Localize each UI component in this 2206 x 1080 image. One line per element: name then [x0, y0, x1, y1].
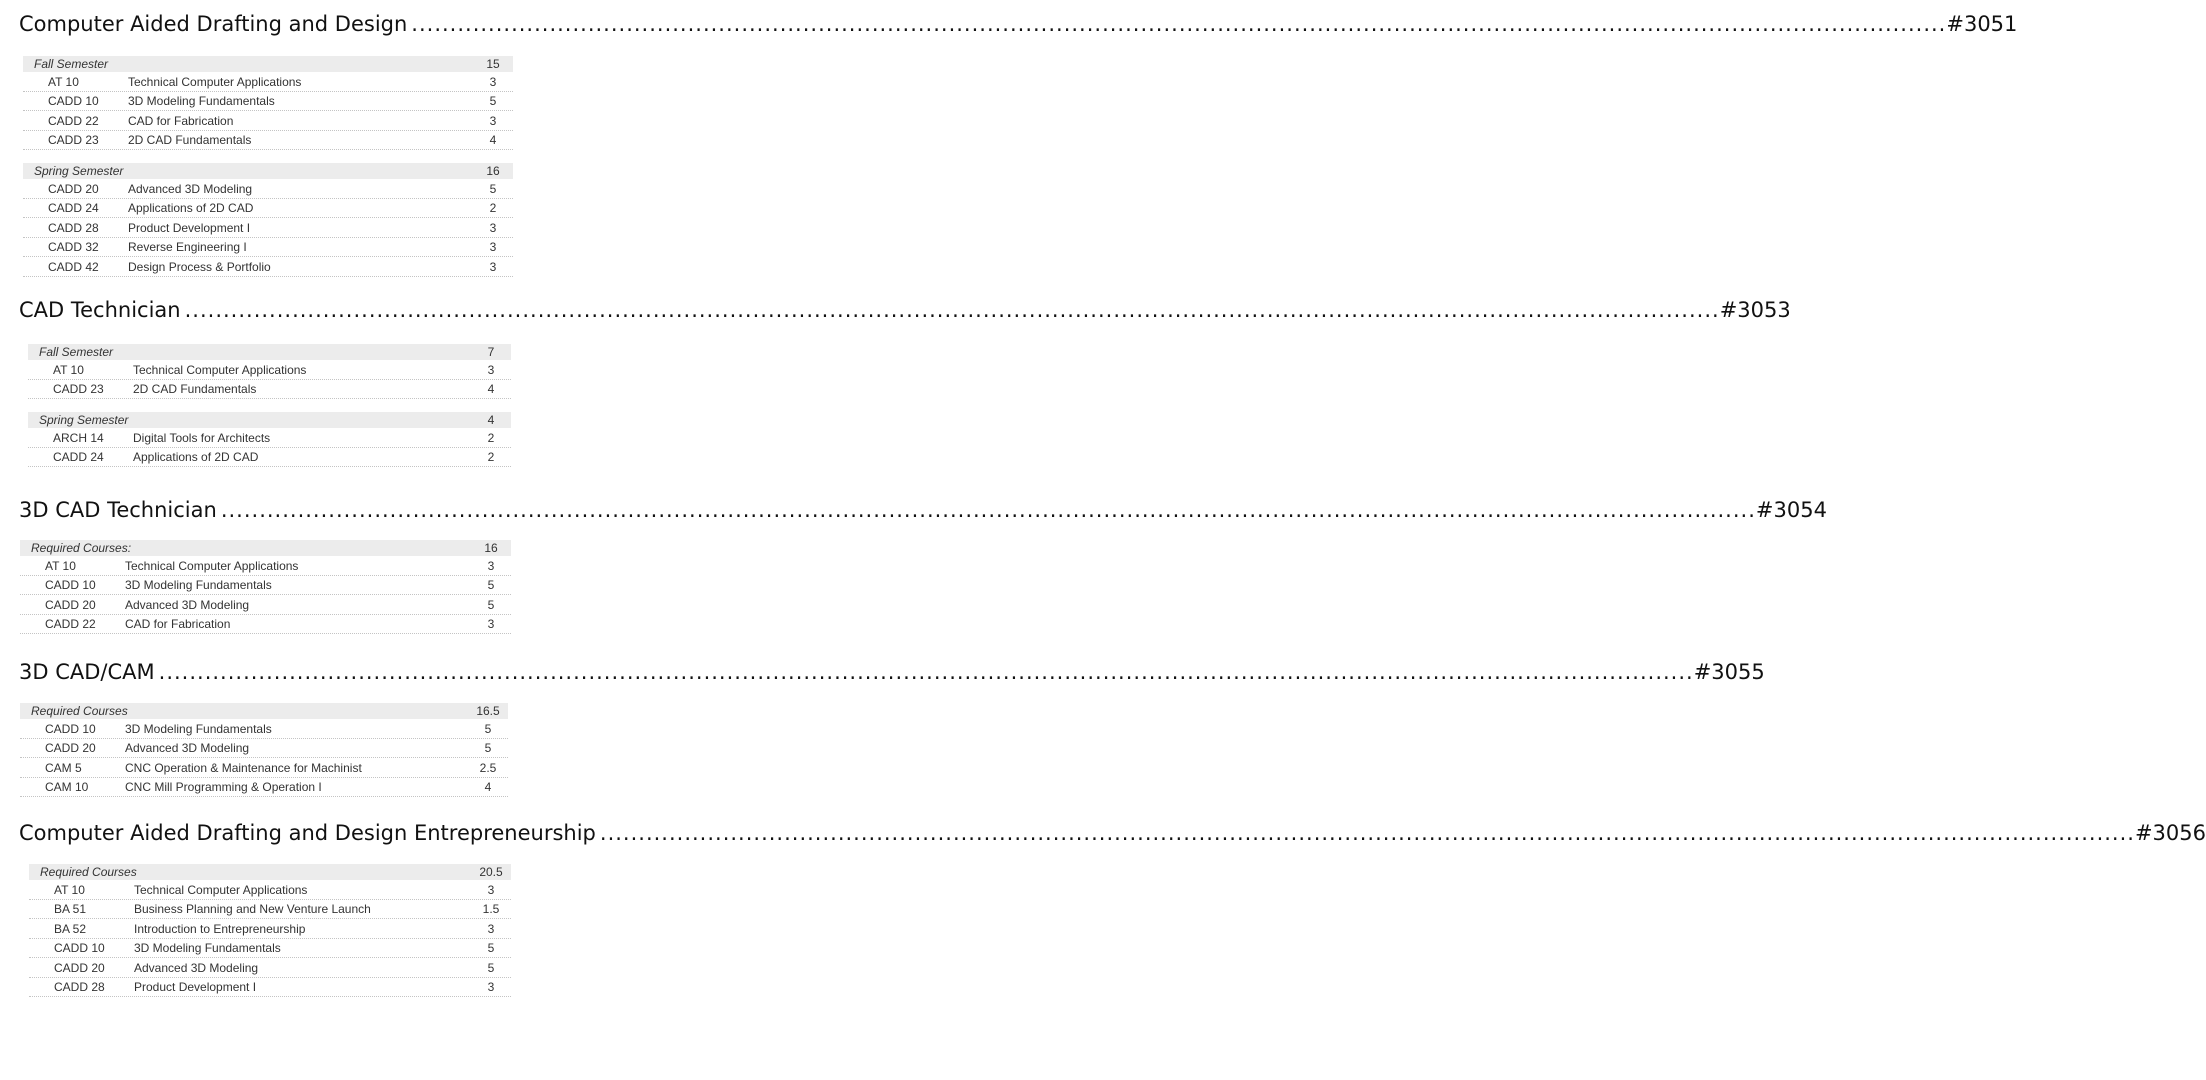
- course-row: [23, 200, 513, 219]
- course-code: CADD 23: [53, 382, 104, 397]
- course-title: Introduction to Entrepreneurship: [134, 921, 306, 936]
- course-row: [23, 239, 513, 258]
- program-name: 3D CAD Technician: [19, 498, 217, 522]
- course-units: 3: [489, 259, 497, 274]
- section-header: [29, 864, 511, 880]
- dot-leader: ........................................................................................................................................................................................................: [599, 821, 2135, 845]
- course-code: CADD 22: [48, 113, 99, 128]
- section-title: Required Courses: [40, 865, 137, 879]
- course-code: CADD 42: [48, 259, 99, 274]
- program-name: 3D CAD/CAM: [19, 660, 155, 684]
- course-table: [20, 703, 508, 797]
- course-code: BA 52: [54, 921, 87, 936]
- section-units: 4: [487, 413, 495, 427]
- program-name: CAD Technician: [19, 298, 181, 322]
- course-row: [29, 959, 511, 978]
- program-heading: [19, 815, 2206, 845]
- course-row: [20, 596, 511, 615]
- course-code: BA 51: [54, 902, 87, 917]
- course-row: [20, 720, 508, 739]
- dot-leader: ........................................................................................................................................................................................................: [411, 12, 1947, 36]
- course-units: 3: [487, 882, 495, 897]
- course-title: Technical Computer Applications: [128, 74, 302, 89]
- course-title: Advanced 3D Modeling: [128, 181, 253, 196]
- course-code: CADD 28: [54, 980, 105, 995]
- course-code: CADD 20: [45, 741, 96, 756]
- course-title: Technical Computer Applications: [125, 558, 299, 573]
- course-units: 5: [487, 597, 495, 612]
- section-title: Required Courses: [31, 704, 128, 718]
- program-number: #3055: [1693, 660, 1765, 684]
- course-row: [29, 881, 511, 900]
- course-title: 3D Modeling Fundamentals: [125, 721, 272, 736]
- dot-leader: ........................................................................................................................................................................................................: [184, 298, 1720, 322]
- course-row: [28, 361, 511, 380]
- course-code: CADD 10: [45, 578, 96, 593]
- course-code: AT 10: [54, 882, 85, 897]
- course-code: CADD 10: [45, 721, 96, 736]
- course-code: AT 10: [48, 74, 79, 89]
- section-header: [20, 703, 508, 719]
- course-row: [20, 557, 511, 576]
- course-row: [20, 779, 508, 798]
- course-code: AT 10: [45, 558, 76, 573]
- course-title: Business Planning and New Venture Launch: [134, 902, 371, 917]
- course-code: CADD 10: [54, 941, 105, 956]
- course-row: [20, 740, 508, 759]
- course-code: CADD 20: [45, 597, 96, 612]
- course-code: CAM 10: [45, 780, 89, 795]
- course-code: CAM 5: [45, 760, 82, 775]
- dot-leader: ........................................................................................................................................................................................................: [220, 498, 1756, 522]
- section-units: 20.5: [479, 865, 503, 879]
- course-units: 3: [489, 220, 497, 235]
- program-heading: [19, 492, 1827, 522]
- section-units: 7: [487, 345, 495, 359]
- section-title: Required Courses:: [31, 541, 132, 555]
- section-title: Fall Semester: [39, 345, 114, 359]
- course-row: [23, 258, 513, 277]
- course-units: 3: [489, 74, 497, 89]
- course-units: 5: [487, 960, 495, 975]
- course-code: CADD 20: [48, 181, 99, 196]
- course-units: 4: [489, 133, 497, 148]
- program-number: #3051: [1946, 12, 2018, 36]
- course-units: 5: [489, 181, 497, 196]
- course-units: 1.5: [482, 902, 500, 917]
- section-units: 16: [486, 164, 500, 178]
- course-units: 2: [489, 201, 497, 216]
- course-title: 2D CAD Fundamentals: [133, 382, 257, 397]
- course-title: Design Process & Portfolio: [128, 259, 271, 274]
- course-code: CADD 28: [48, 220, 99, 235]
- program-number: #3054: [1755, 498, 1827, 522]
- course-table: [29, 864, 511, 997]
- course-units: 3: [487, 921, 495, 936]
- section-title: Fall Semester: [34, 57, 109, 71]
- program-heading: [19, 654, 1765, 684]
- course-code: CADD 22: [45, 617, 96, 632]
- section-header: [20, 540, 511, 556]
- course-units: 2: [487, 450, 495, 465]
- course-row: [23, 180, 513, 199]
- section-header: [23, 163, 513, 179]
- program-name: Computer Aided Drafting and Design Entrepreneurship: [19, 821, 596, 845]
- course-title: Applications of 2D CAD: [128, 201, 254, 216]
- course-units: 4: [487, 382, 495, 397]
- course-title: Advanced 3D Modeling: [125, 741, 250, 756]
- course-row: [23, 93, 513, 112]
- course-title: Product Development I: [128, 220, 251, 235]
- course-row: [28, 429, 511, 448]
- course-table: [20, 540, 511, 634]
- dot-leader: ........................................................................................................................................................................................................: [158, 660, 1694, 684]
- course-table: [28, 344, 511, 467]
- course-code: CADD 24: [53, 450, 104, 465]
- course-units: 3: [487, 362, 495, 377]
- course-row: [28, 449, 511, 468]
- section-header: [28, 344, 511, 360]
- course-units: 4: [484, 780, 492, 795]
- course-title: CAD for Fabrication: [125, 617, 231, 632]
- course-row: [28, 381, 511, 400]
- course-title: 3D Modeling Fundamentals: [125, 578, 272, 593]
- course-title: 2D CAD Fundamentals: [128, 133, 252, 148]
- course-title: CNC Mill Programming & Operation I: [125, 780, 322, 795]
- section-header: [23, 56, 513, 72]
- program-heading: [19, 292, 1791, 322]
- section-units: 15: [486, 57, 500, 71]
- course-units: 3: [489, 113, 497, 128]
- course-units: 3: [487, 980, 495, 995]
- course-units: 3: [487, 558, 495, 573]
- program-number: #3053: [1719, 298, 1791, 322]
- course-title: Applications of 2D CAD: [133, 450, 259, 465]
- course-title: CNC Operation & Maintenance for Machinist: [125, 760, 362, 775]
- course-row: [23, 219, 513, 238]
- course-row: [23, 112, 513, 131]
- course-row: [29, 901, 511, 920]
- section-units: 16: [484, 541, 498, 555]
- section-units: 16.5: [476, 704, 500, 718]
- section-header: [28, 412, 511, 428]
- course-row: [20, 577, 511, 596]
- course-title: Advanced 3D Modeling: [125, 597, 250, 612]
- course-title: 3D Modeling Fundamentals: [134, 941, 281, 956]
- section-title: Spring Semester: [39, 413, 129, 427]
- course-row: [23, 73, 513, 92]
- course-row: [20, 759, 508, 778]
- course-row: [29, 920, 511, 939]
- course-units: 3: [489, 240, 497, 255]
- course-units: 3: [487, 617, 495, 632]
- course-units: 5: [484, 741, 492, 756]
- course-title: Technical Computer Applications: [133, 362, 307, 377]
- course-code: CADD 23: [48, 133, 99, 148]
- course-title: CAD for Fabrication: [128, 113, 234, 128]
- course-row: [29, 940, 511, 959]
- course-code: AT 10: [53, 362, 84, 377]
- course-units: 5: [487, 578, 495, 593]
- course-title: Technical Computer Applications: [134, 882, 308, 897]
- course-title: 3D Modeling Fundamentals: [128, 94, 275, 109]
- course-units: 5: [484, 721, 492, 736]
- course-row: [23, 132, 513, 151]
- course-units: 5: [489, 94, 497, 109]
- course-table: [23, 56, 513, 277]
- course-units: 5: [487, 941, 495, 956]
- course-row: [20, 616, 511, 635]
- course-title: Reverse Engineering I: [128, 240, 247, 255]
- course-title: Advanced 3D Modeling: [134, 960, 259, 975]
- section-title: Spring Semester: [34, 164, 124, 178]
- program-heading: [19, 6, 2018, 36]
- course-title: Digital Tools for Architects: [133, 430, 271, 445]
- course-title: Product Development I: [134, 980, 257, 995]
- course-row: [29, 979, 511, 998]
- course-units: 2: [487, 430, 495, 445]
- course-code: CADD 10: [48, 94, 99, 109]
- program-name: Computer Aided Drafting and Design: [19, 12, 408, 36]
- program-number: #3056: [2134, 821, 2206, 845]
- course-units: 2.5: [479, 760, 497, 775]
- course-code: CADD 32: [48, 240, 99, 255]
- course-code: CADD 20: [54, 960, 105, 975]
- course-code: ARCH 14: [53, 430, 104, 445]
- course-code: CADD 24: [48, 201, 99, 216]
